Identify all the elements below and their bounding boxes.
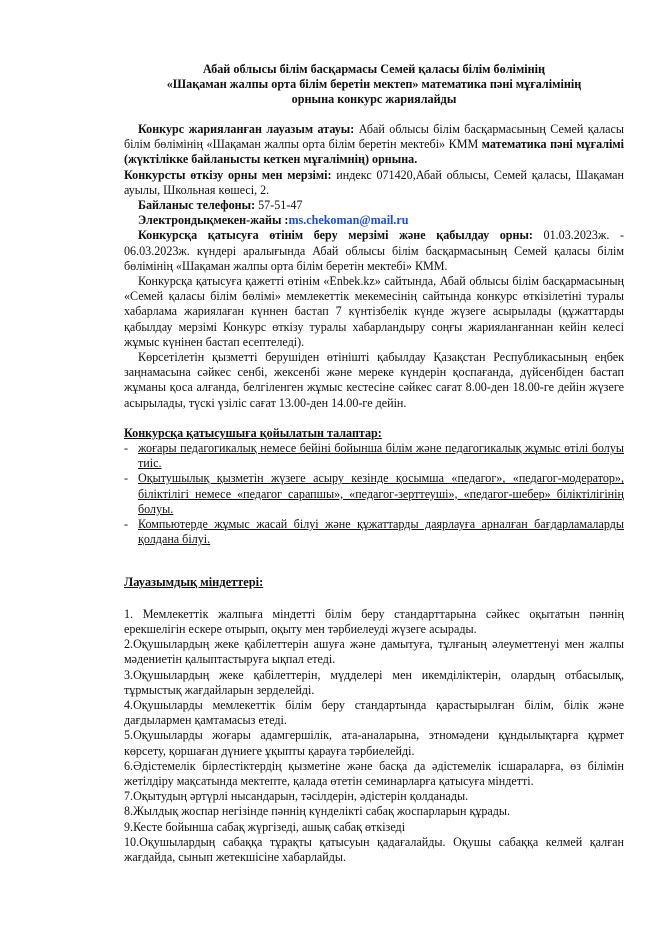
title-line-3: орнына конкурс жариялайды <box>291 92 457 106</box>
requirement-item <box>124 517 624 547</box>
duty-item: 3.Оқушылардың жеке қабілеттерін, мүдделері мен икемділіктерін, олардың отбасылық, тұрмыстық жағдайларын зерделейді. <box>124 667 624 697</box>
deadline-label: Конкурсқа қатысуға өтінім беру мерзімі және қабылдау орны: <box>138 228 533 243</box>
email-label: Электрондықмекен-жайы : <box>138 213 289 228</box>
duties-list <box>124 607 624 865</box>
duty-item: 8.Жылдық жоспар негізінде пәннің күнделікті сабақ жоспарларын құрады. <box>124 804 511 819</box>
duty-item: 5.Оқушыларды жоғары адамгершілік, ата-аналарына, этномәдени құндылықтарға құрмет көрсету, қоршаған дүниеге ұқыпты қарауға тәрбиелейді. <box>124 728 624 758</box>
position-label: Конкурс жарияланған лауазым атауы: <box>138 122 355 136</box>
requirements-list <box>124 441 624 547</box>
deadline-paragraph <box>124 228 624 274</box>
email-link[interactable]: ms.chekoman@mail.ru <box>288 213 409 228</box>
title-line-1: Абай облысы білім басқармасы Семей қаласы білім бөлімінің <box>202 62 546 76</box>
phone-value: 57-51-47 <box>255 198 303 213</box>
dash-bullet: - <box>124 441 129 456</box>
duty-item: 9.Кесте бойынша сабақ жүргізеді, ашық сабақ өткізеді <box>124 819 406 834</box>
phone-paragraph <box>124 198 624 213</box>
document-page <box>124 62 624 865</box>
dash-bullet: - <box>124 517 129 532</box>
requirement-text: Оқытушылық қызметін жүзеге асыру кезінде қосымша «педагог», «педагог-модератор», біліктілігі немесе «педагог сарапшы», «педагог-зерттеуші», «педагог-шебер» біліктілігінің болуы. <box>138 471 624 516</box>
deadline-text: 01.03.2023ж. - 06.03.2023ж. күндері аралығында Абай облысы білім басқармасының Семей қаласы білім бөлімінің «Шақаман жалпы орта білім беретін мектебі» КММ. <box>124 228 624 273</box>
dash-bullet: - <box>124 471 129 486</box>
duty-item: 6.Әдістемелік бірлестіктердің қызметіне және басқа да әдістемелік ісшараларға, өз білімін жетілдіру мақсатында мектепте, қалада өтетін семинарларға қатысуға міндетті. <box>124 758 624 788</box>
duties-heading: Лауазымдық міндеттері: <box>124 575 264 590</box>
document-title <box>124 62 624 107</box>
position-bold-tail: математика пәні мұғалімі (жүктілікке байланысты кеткен мұғалімнің) орнына. <box>124 137 624 167</box>
position-text: Абай облысы білім басқармасының Семей қаласы білім бөлімінің «Шақаман жалпы орта білім беретін мектебі» КММ <box>124 122 624 152</box>
duty-item: 2.Оқушылардың жеке қабілеттерін ашуға және дамытуға, тұлғаның әлеуметтенуі мен жалпы мәдениетін қалыптастыруға ықпал етеді. <box>124 637 624 667</box>
duty-item: 7.Оқытудың әртүрлі нысандарын, тәсілдерін, әдістерін қолданады. <box>124 789 469 804</box>
venue-paragraph <box>124 168 624 198</box>
requirements-heading: Конкурсқа қатысушыға қойылатын талаптар: <box>124 425 382 440</box>
duty-item: 10.Оқушылардың сабаққа тұрақты қатысуын қадағалайды. Оқушы сабаққа келмей қалған жағдайда, сынып жетекшісіне хабарлайды. <box>124 834 624 864</box>
position-paragraph <box>124 122 624 168</box>
title-line-2: «Шақаман жалпы орта білім беретін мектеп» математика пәні мұғалімінің <box>166 77 582 91</box>
documents-paragraph: Конкурсқа қатысуға қажетті өтінім «Enbek.kz» сайтында, Абай облысы білім басқармасының «Семей қаласы білім бөлімі» мемлекеттік мекемесінің сайтында конкурс өткізілетіні туралы хабарлама жариялаған күннен бастап 7 күнтізбелік күнде жүзеге асырылады (құжаттарды қабылдау мерзімі Конкурс өткізу туралы хабарландыру соңғы жарияланғаннан кейін келесі жұмыс күнінен бастап есептеледі). <box>124 274 624 349</box>
requirement-item <box>124 441 624 471</box>
duty-item: 1. Мемлекеттік жалпыға міндетті білім беру стандарттарына сәйкес оқытатын пәннің ерекшелігін ескере отырып, оқыту мен тәрбиелеуді жүзеге асырады. <box>124 606 624 636</box>
phone-label: Байланыс телефоны: <box>138 198 256 213</box>
duty-item: 4.Оқушыларды мемлекеттік білім беру стандартында қарастырылған білім, білік және дағдылармен қамтамасыз етеді. <box>124 697 624 728</box>
requirement-text: Компьютерде жұмыс жасай білуі және құжаттарды даярлауға арналған бағдарламаларды қолдана білуі. <box>138 517 624 547</box>
requirement-item <box>124 471 624 517</box>
venue-label: Конкурсты өткізу орны мен мерзімі: <box>124 167 332 182</box>
requirement-text: жоғары педагогикалық немесе бейіні бойынша білім және педагогикалық жұмыс өтілі болуы тиіс. <box>138 441 624 471</box>
venue-text: индекс 071420,Абай облысы, Семей қаласы, Шақаман ауылы, Школьная көшесі, 2. <box>124 167 624 197</box>
email-paragraph <box>124 213 624 228</box>
working-hours-paragraph: Көрсетілетін қызметті берушіден өтінішті қабылдау Қазақстан Республикасының еңбек заңнамасына сәйкес сенбі, жексенбі және мереке күндерін қоспағанда, дүйсенбіден бастап жұманы қоса алғанда, белгіленген жұмыс кестесіне сәйкес сағат 8.00-ден 18.00-ге дейін жүзеге асырылады, түскі үзіліс сағат 13.00-ден 14.00-ге дейін. <box>124 350 624 410</box>
